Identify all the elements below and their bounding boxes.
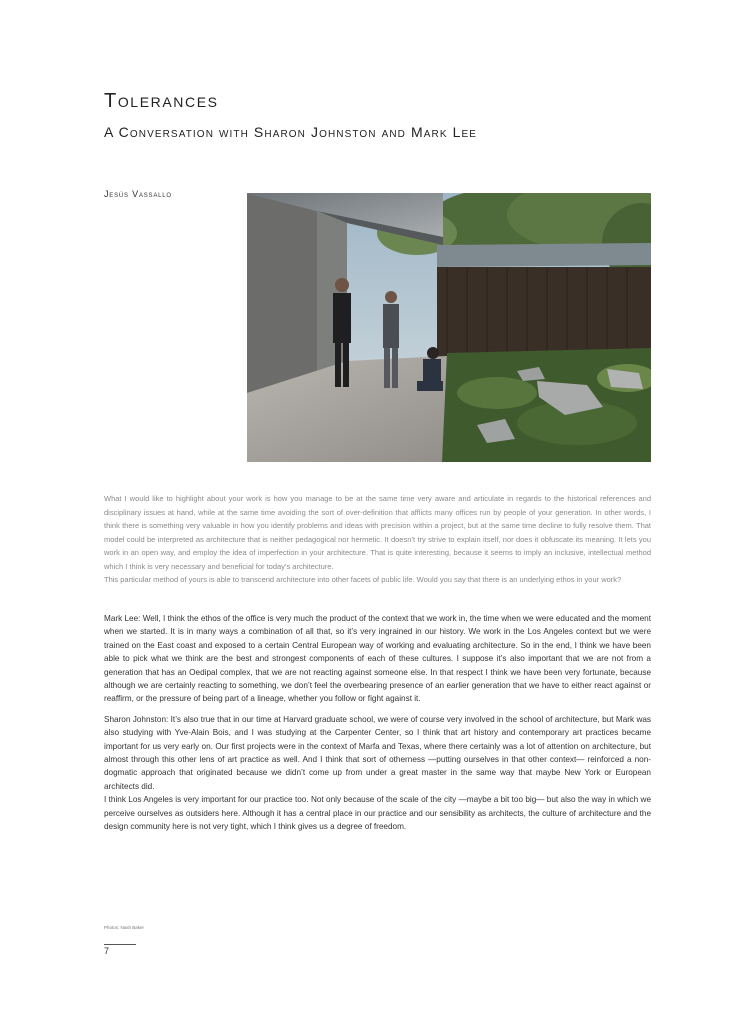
photo-credit: Photos: Nash Baker [104,925,145,930]
interviewer-question [104,492,651,587]
article-subtitle: A Conversation with Sharon Johnston and Mark Lee [104,124,478,140]
article-author: Jesús Vassallo [104,189,172,199]
answer-sharon-johnston-continued: I think Los Angeles is very important for our practice too. Not only because of the scale of the city —maybe a bit too big— but also the way in which we perceive ourselves as outsiders here. Although it has a central place in our practice and our sensibility as architects, the culture of architecture and the design community here is not very tight, which I think gives us a degree of freedom. [104,795,651,832]
interview-answers [104,612,651,834]
page-number: 7 [104,946,110,956]
article-photo [247,193,651,462]
footer-rule [104,944,136,945]
answer-mark-lee: Mark Lee: Well, I think the ethos of the office is very much the product of the context that we work in, the time when we were educated and the moment when we started. It is in many ways a combination of all that, so it’s very ingrained in our history. We work in the Los Angeles context but we were trained on the East coast and exposed to a certain Central European way of working and evaluating architecture. So in the end, I think we have been able to pick what we think are the best and strongest components of each of these cultures. I suppose it’s also important that we are not from a generation that has an Oedipal complex, that we are not reacting against someone else. In that respect I think we have been very fortunate, because although we are certainly reacting to something, we don’t feel the overbearing presence of an earlier generation that we have to either react against or reaffirm, or the pressure of being part of a lineage, whether you follow or fight against it. [104,614,651,704]
question-paragraph: What I would like to highlight about your work is how you manage to be at the same time very aware and articulate in regards to the historical references and disciplinary issues at hand, while at the same time avoiding the sort of over-definition that afflicts many offices run by people of your generation. In other words, I think there is something very valuable in how you identify problems and ideas with precision within a project, but at the same time decline to fully resolve them. That model could be interpreted as architecture that is neither pedagogical nor hermetic. It doesn’t try strive to explain itself, nor does it obfuscate its meaning. It lets you work in an open way, and employ the idea of imperfection in your architecture. That is quite interesting, because it seems to imply an inclusive, intellectual method which I think is very necessary and beneficial for today’s architecture. [104,494,651,571]
article-title: Tolerances [104,90,219,112]
answer-sharon-johnston: Sharon Johnston: It’s also true that in our time at Harvard graduate school, we were of course very involved in the school of architecture, but Mark was also studying with Yve-Alain Bois, and I was studying at the Carpenter Center, so I think that art history and contemporary art practices became important for us very early on. Our first projects were in the context of Marfa and Texas, where there certainly was a lot of attention on architecture, but almost through this other lens of art practice as well. And I think that sort of otherness —putting ourselves in that other context— reinforced a non-dogmatic approach that originated because we didn’t come up from under a great master in the same way that maybe New York or European architects did. [104,714,651,791]
question-paragraph: This particular method of yours is able to transcend architecture into other facets of public life. Would you say that there is an underlying ethos in your work? [104,575,622,584]
